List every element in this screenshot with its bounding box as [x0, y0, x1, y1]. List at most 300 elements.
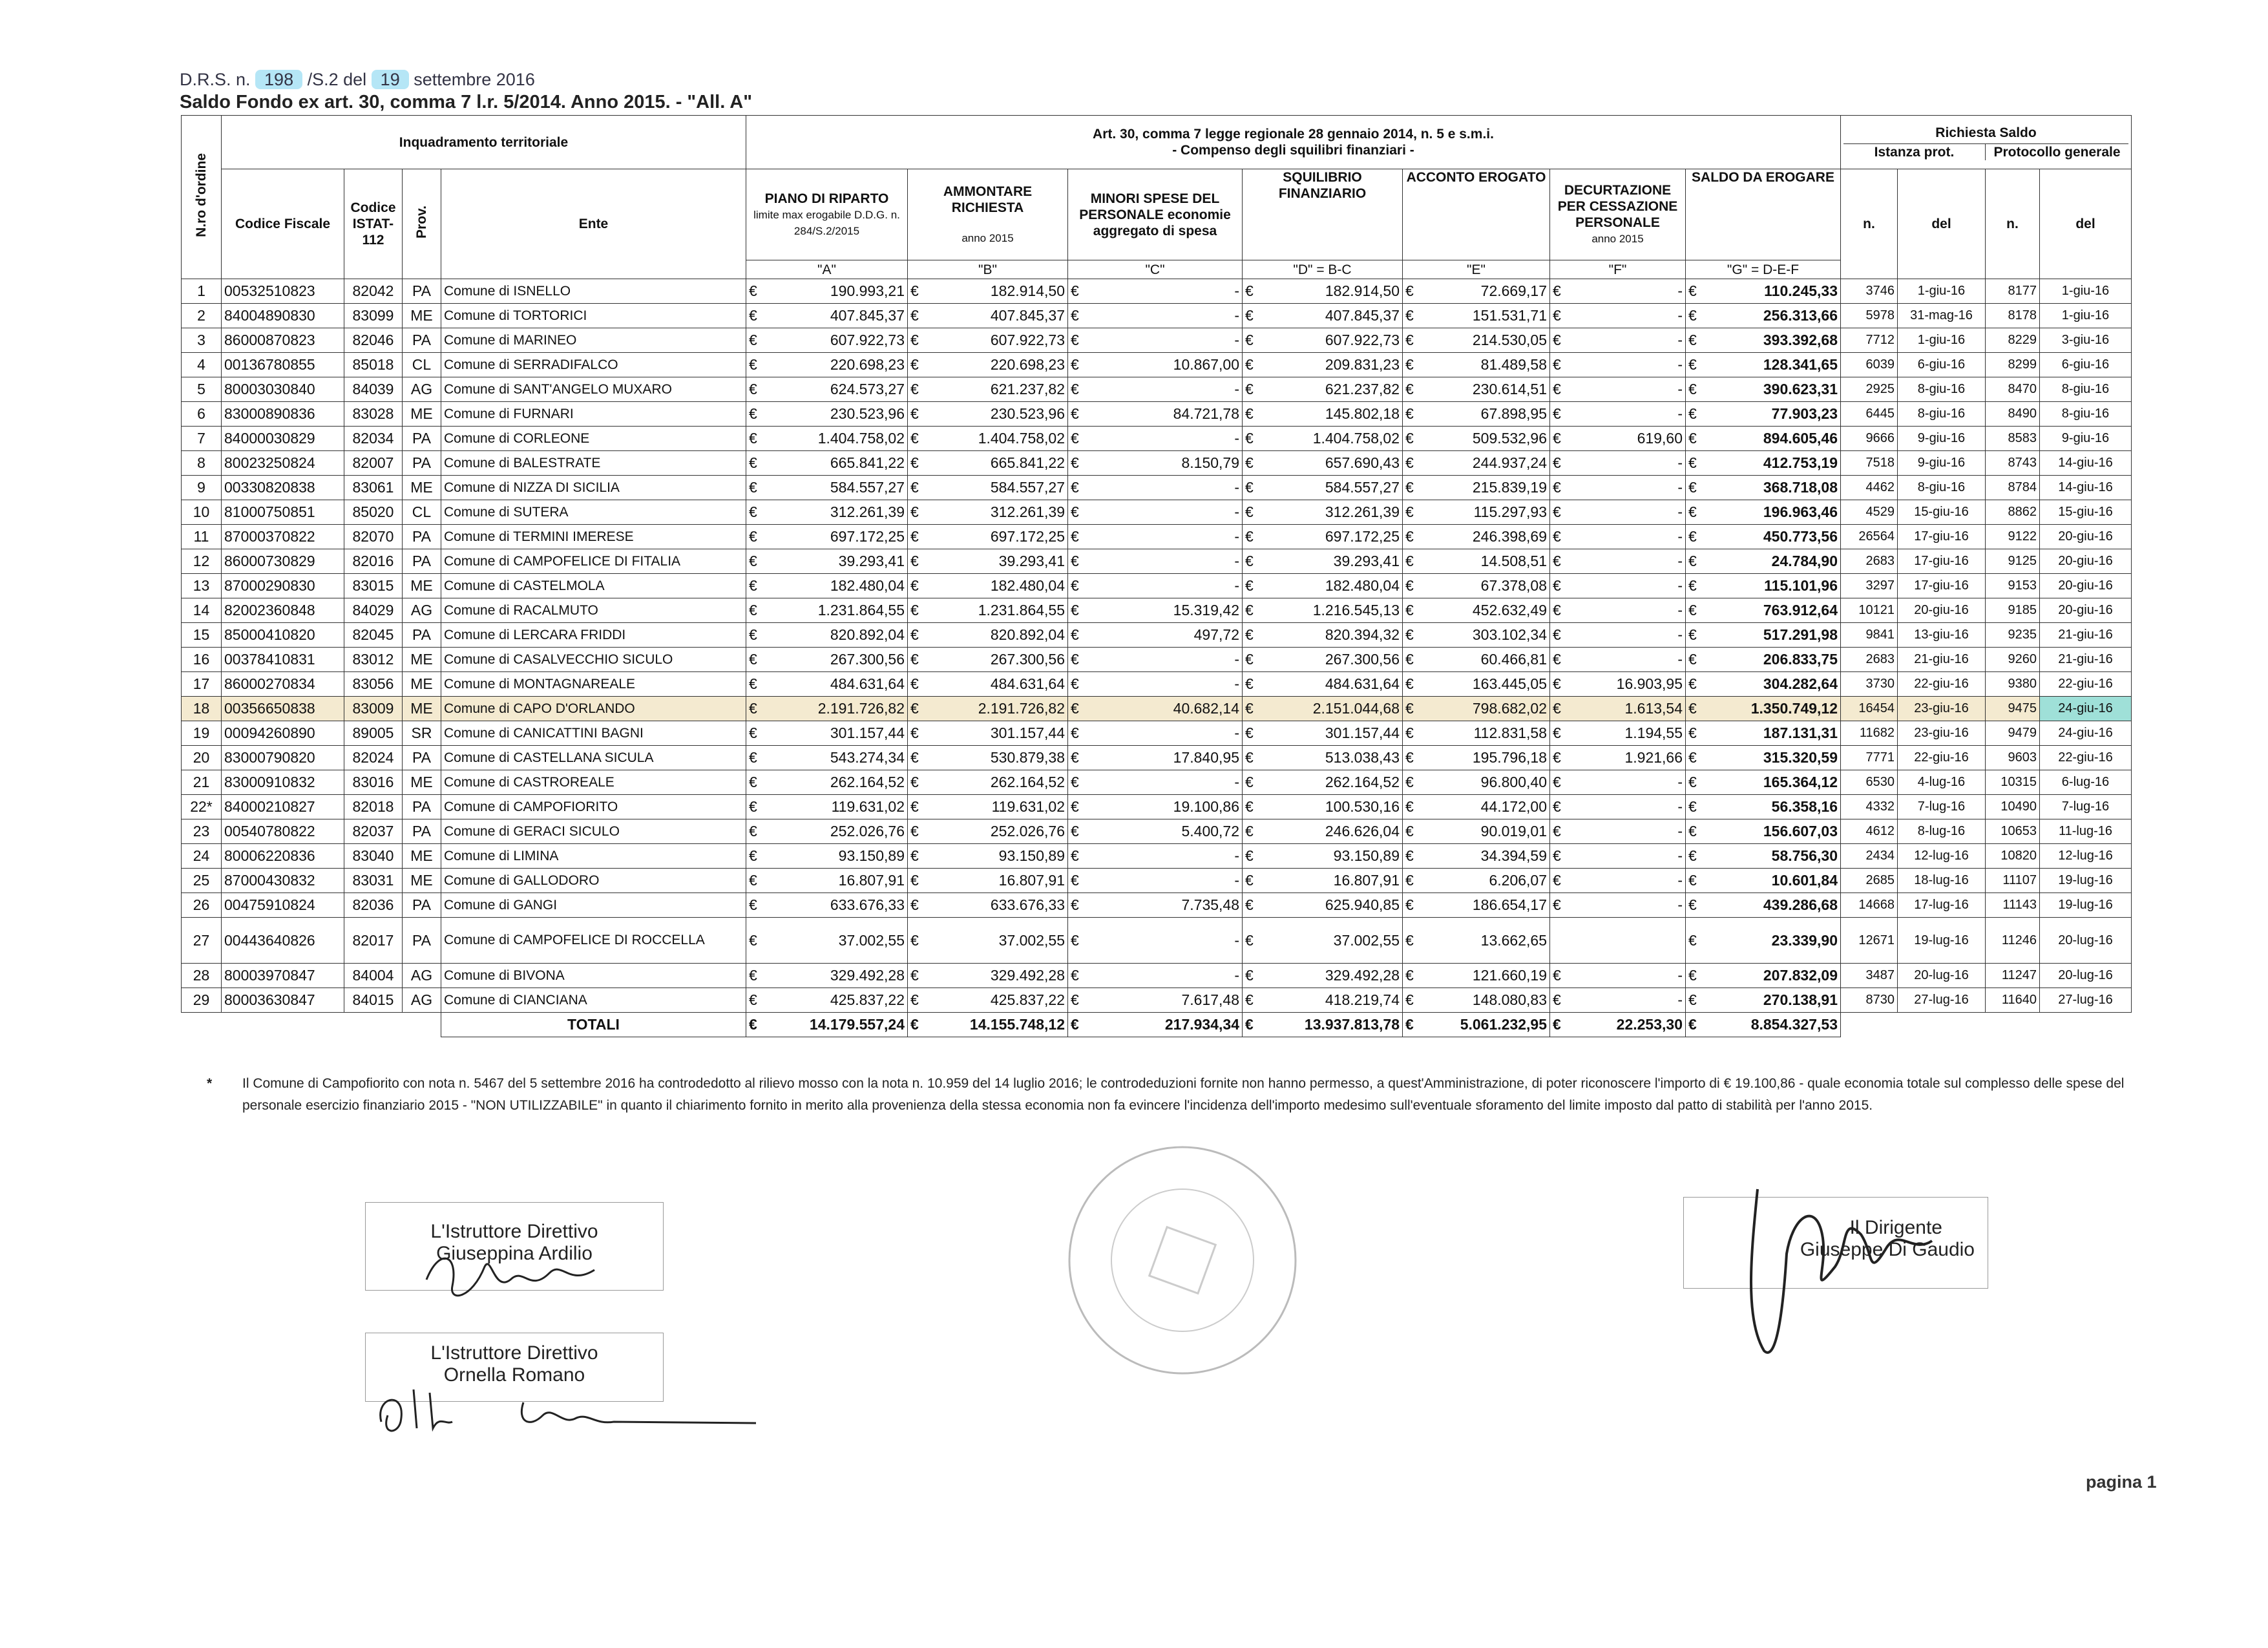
euro-symbol: € — [1405, 553, 1414, 569]
cell-order-number: 28 — [182, 964, 222, 988]
amount-value: 820.394,32 — [1325, 626, 1400, 643]
cell-ente: Comune di CASTELMOLA — [441, 574, 746, 598]
cell-protocollo-n: 8470 — [1986, 377, 2040, 402]
amount-value: 40.682,14 — [1173, 700, 1239, 717]
amount-value: - — [1677, 602, 1683, 618]
amount-value: 220.698,23 — [990, 356, 1065, 373]
euro-symbol: € — [1553, 405, 1561, 422]
cell-amount-g — [1686, 770, 1841, 795]
amount-value: 7.735,48 — [1181, 896, 1239, 913]
cell-istat: 83061 — [344, 476, 403, 500]
cell-istat: 82034 — [344, 427, 403, 451]
euro-symbol: € — [1405, 282, 1414, 299]
euro-symbol: € — [1688, 823, 1697, 840]
euro-symbol: € — [910, 1016, 919, 1033]
cell-istanza-n: 3297 — [1841, 574, 1898, 598]
table-row — [182, 500, 2132, 525]
cell-amount-g — [1686, 500, 1841, 525]
euro-symbol: € — [1405, 626, 1414, 643]
amount-value: 16.807,91 — [838, 872, 905, 889]
euro-symbol: € — [1071, 774, 1079, 790]
cell-amount-c — [1068, 279, 1243, 304]
euro-symbol: € — [1688, 1016, 1697, 1033]
cell-istat: 84039 — [344, 377, 403, 402]
cell-amount-c — [1068, 574, 1243, 598]
cell-istanza-n: 2925 — [1841, 377, 1898, 402]
amount-value: 820.892,04 — [990, 626, 1065, 643]
cell-amount-d — [1243, 427, 1403, 451]
cell-ente: Comune di CAMPOFELICE DI ROCCELLA — [441, 918, 746, 964]
cell-amount-g — [1686, 451, 1841, 476]
euro-symbol: € — [1688, 675, 1697, 692]
cell-order-number: 20 — [182, 746, 222, 770]
cell-istanza-n: 9841 — [1841, 623, 1898, 648]
cell-amount-f — [1550, 988, 1686, 1013]
cell-amount-c — [1068, 893, 1243, 918]
cell-protocollo-del: 19-lug-16 — [2040, 893, 2132, 918]
amount-value: 2.191.726,82 — [817, 700, 905, 717]
cell-order-number: 5 — [182, 377, 222, 402]
euro-symbol: € — [1688, 626, 1697, 643]
total-e — [1403, 1013, 1550, 1037]
cell-fiscal-code: 00475910824 — [222, 893, 344, 918]
euro-symbol: € — [1245, 991, 1254, 1008]
header-col-c: MINORI SPESE DEL PERSONALE economie aggregato di spesa — [1068, 169, 1243, 260]
euro-symbol: € — [910, 651, 919, 668]
cell-order-number: 7 — [182, 427, 222, 451]
cell-ente: Comune di CAMPOFIORITO — [441, 795, 746, 819]
cell-protocollo-n: 8229 — [1986, 328, 2040, 353]
cell-ente: Comune di CAMPOFELICE DI FITALIA — [441, 549, 746, 574]
cell-istanza-del: 13-giu-16 — [1898, 623, 1986, 648]
cell-amount-g — [1686, 377, 1841, 402]
cell-order-number: 16 — [182, 648, 222, 672]
header-protocollo-del: del — [2040, 169, 2132, 279]
cell-province: PA — [403, 328, 441, 353]
amount-value: 1.404.758,02 — [1312, 430, 1400, 447]
euro-symbol: € — [1688, 307, 1697, 324]
cell-province: PA — [403, 819, 441, 844]
cell-order-number: 18 — [182, 697, 222, 721]
header-istanza-del: del — [1898, 169, 1986, 279]
cell-istat: 82018 — [344, 795, 403, 819]
cell-protocollo-n: 11107 — [1986, 869, 2040, 893]
cell-ente: Comune di CASTROREALE — [441, 770, 746, 795]
cell-istanza-del: 21-giu-16 — [1898, 648, 1986, 672]
euro-symbol: € — [1245, 651, 1254, 668]
cell-istanza-n: 14668 — [1841, 893, 1898, 918]
cell-amount-d — [1243, 672, 1403, 697]
euro-symbol: € — [1688, 577, 1697, 594]
cell-istanza-n: 7518 — [1841, 451, 1898, 476]
euro-symbol: € — [1071, 356, 1079, 373]
euro-symbol: € — [1245, 931, 1254, 949]
euro-symbol: € — [749, 405, 757, 422]
decree-number: 198 — [264, 70, 294, 89]
total-value: 13.937.813,78 — [1304, 1016, 1400, 1033]
cell-protocollo-n: 9153 — [1986, 574, 2040, 598]
amount-value: 407.845,37 — [990, 307, 1065, 324]
cell-istanza-n: 4612 — [1841, 819, 1898, 844]
euro-symbol: € — [1071, 381, 1079, 397]
euro-symbol: € — [1071, 479, 1079, 496]
cell-istanza-del: 20-lug-16 — [1898, 964, 1986, 988]
cell-amount-b — [908, 672, 1068, 697]
amount-value: 2.151.044,68 — [1312, 700, 1400, 717]
cell-amount-f — [1550, 893, 1686, 918]
cell-amount-f — [1550, 964, 1686, 988]
cell-order-number: 1 — [182, 279, 222, 304]
cell-amount-a — [746, 672, 908, 697]
cell-istat: 85018 — [344, 353, 403, 377]
euro-symbol: € — [1688, 847, 1697, 864]
cell-ente: Comune di TERMINI IMERESE — [441, 525, 746, 549]
euro-symbol: € — [1405, 577, 1414, 594]
cell-amount-e — [1403, 721, 1550, 746]
euro-symbol: € — [1688, 332, 1697, 348]
cell-amount-a — [746, 988, 908, 1013]
cell-amount-d — [1243, 918, 1403, 964]
euro-symbol: € — [749, 307, 757, 324]
cell-istanza-del: 8-giu-16 — [1898, 377, 1986, 402]
amount-value: 182.914,50 — [990, 282, 1065, 299]
cell-ente: Comune di SERRADIFALCO — [441, 353, 746, 377]
cell-fiscal-code: 80003970847 — [222, 964, 344, 988]
amount-value: 763.912,64 — [1763, 602, 1838, 618]
cell-amount-g — [1686, 964, 1841, 988]
amount-value: 1.921,66 — [1624, 749, 1683, 766]
table-row — [182, 869, 2132, 893]
cell-amount-e — [1403, 869, 1550, 893]
cell-amount-g — [1686, 328, 1841, 353]
euro-symbol: € — [749, 675, 757, 692]
cell-province: ME — [403, 672, 441, 697]
cell-istanza-del: 17-lug-16 — [1898, 893, 1986, 918]
cell-amount-e — [1403, 574, 1550, 598]
amount-value: - — [1677, 282, 1683, 299]
cell-amount-d — [1243, 525, 1403, 549]
cell-amount-e — [1403, 304, 1550, 328]
euro-symbol: € — [1071, 675, 1079, 692]
cell-amount-a — [746, 918, 908, 964]
cell-amount-c — [1068, 721, 1243, 746]
amount-value: 220.698,23 — [830, 356, 905, 373]
cell-amount-d — [1243, 598, 1403, 623]
cell-protocollo-del: 9-giu-16 — [2040, 427, 2132, 451]
cell-amount-e — [1403, 672, 1550, 697]
amount-value: 110.245,33 — [1764, 282, 1838, 299]
euro-symbol: € — [1553, 454, 1561, 471]
amount-value: 165.364,12 — [1763, 774, 1838, 790]
amount-value: 267.300,56 — [1325, 651, 1400, 668]
cell-fiscal-code: 00532510823 — [222, 279, 344, 304]
euro-symbol: € — [1688, 967, 1697, 984]
tag-a: "A" — [746, 260, 908, 279]
cell-istanza-del: 20-giu-16 — [1898, 598, 1986, 623]
cell-istat: 82017 — [344, 918, 403, 964]
euro-symbol: € — [910, 931, 919, 949]
amount-value: - — [1677, 503, 1683, 520]
cell-amount-a — [746, 279, 908, 304]
amount-value: 2.191.726,82 — [978, 700, 1065, 717]
table-row — [182, 672, 2132, 697]
cell-amount-b — [908, 721, 1068, 746]
cell-order-number: 14 — [182, 598, 222, 623]
cell-protocollo-del: 14-giu-16 — [2040, 451, 2132, 476]
footnote-text: Il Comune di Campofiorito con nota n. 5467 del 5 settembre 2016 ha controdedotto al rilievo mosso con la nota n. 10.959 del 14 luglio 2016; le controdeduzioni fornite non hanno permesso, a quest'Amministrazione, di poter riconoscere l'importo di € 19.100,86 - quale economia totale sul complesso delle spese del personale esercizio finanziario 2015 - "NON UTILIZZABILE" in quanto il chiarimento fornito in merito alla provenienza della stessa economia non fa evincere l'incidenza dell'importo medesimo sull'eventuale sforamento del limite imposto dal patto di stabilità per l'anno 2015. — [242, 1076, 2125, 1113]
amount-value: 619,60 — [1637, 430, 1683, 447]
cell-amount-a — [746, 574, 908, 598]
euro-symbol: € — [910, 675, 919, 692]
euro-symbol: € — [1553, 991, 1561, 1008]
amount-value: 119.631,02 — [991, 798, 1065, 815]
euro-symbol: € — [1688, 553, 1697, 569]
amount-value: 148.080,83 — [1472, 991, 1547, 1008]
table-row — [182, 918, 2132, 964]
cell-istanza-n: 6530 — [1841, 770, 1898, 795]
cell-amount-f — [1550, 770, 1686, 795]
cell-protocollo-del: 20-giu-16 — [2040, 598, 2132, 623]
amount-value: 665.841,22 — [990, 454, 1065, 471]
euro-symbol: € — [1405, 896, 1414, 913]
cell-amount-f — [1550, 721, 1686, 746]
amount-value: 301.157,44 — [1325, 724, 1400, 741]
cell-istanza-n: 2683 — [1841, 648, 1898, 672]
total-c — [1068, 1013, 1243, 1037]
cell-amount-b — [908, 598, 1068, 623]
amount-value: 1.231.864,55 — [817, 602, 905, 618]
amount-value: 39.293,41 — [998, 553, 1065, 569]
cell-fiscal-code: 80003630847 — [222, 988, 344, 1013]
amount-value: 246.626,04 — [1325, 823, 1400, 840]
cell-amount-d — [1243, 988, 1403, 1013]
euro-symbol: € — [1071, 749, 1079, 766]
cell-amount-e — [1403, 328, 1550, 353]
cell-amount-c — [1068, 672, 1243, 697]
cell-istat: 89005 — [344, 721, 403, 746]
cell-amount-d — [1243, 964, 1403, 988]
cell-order-number: 9 — [182, 476, 222, 500]
cell-protocollo-n: 8743 — [1986, 451, 2040, 476]
euro-symbol: € — [1245, 724, 1254, 741]
cell-ente: Comune di CANICATTINI BAGNI — [441, 721, 746, 746]
amount-value: 128.341,65 — [1763, 356, 1838, 373]
euro-symbol: € — [1245, 823, 1254, 840]
amount-value: 497,72 — [1193, 626, 1239, 643]
table-row — [182, 721, 2132, 746]
header-protocollo-n: n. — [1986, 169, 2040, 279]
euro-symbol: € — [1405, 847, 1414, 864]
cell-amount-b — [908, 574, 1068, 598]
euro-symbol: € — [910, 896, 919, 913]
amount-value: 206.833,75 — [1763, 651, 1838, 668]
cell-amount-c — [1068, 402, 1243, 427]
amount-value: 607.922,73 — [990, 332, 1065, 348]
amount-value: 657.690,43 — [1325, 454, 1400, 471]
euro-symbol: € — [910, 724, 919, 741]
euro-symbol: € — [910, 430, 919, 447]
euro-symbol: € — [1688, 749, 1697, 766]
amount-value: - — [1234, 847, 1239, 864]
cell-ente: Comune di SANT'ANGELO MUXARO — [441, 377, 746, 402]
euro-symbol: € — [749, 774, 757, 790]
amount-value: - — [1677, 651, 1683, 668]
cell-ente: Comune di GALLODORO — [441, 869, 746, 893]
header-order-number: N.ro d'ordine — [182, 116, 222, 279]
cell-amount-f — [1550, 746, 1686, 770]
cell-ente: Comune di ISNELLO — [441, 279, 746, 304]
euro-symbol: € — [910, 798, 919, 815]
euro-symbol: € — [910, 991, 919, 1008]
cell-istanza-n: 7712 — [1841, 328, 1898, 353]
amount-value: 425.837,22 — [830, 991, 905, 1008]
cell-protocollo-n: 9185 — [1986, 598, 2040, 623]
cell-istanza-n: 3487 — [1841, 964, 1898, 988]
cell-amount-b — [908, 451, 1068, 476]
amount-value: - — [1234, 967, 1239, 984]
euro-symbol: € — [910, 847, 919, 864]
cell-istat: 82007 — [344, 451, 403, 476]
cell-amount-a — [746, 451, 908, 476]
euro-symbol: € — [1688, 931, 1697, 949]
cell-amount-c — [1068, 525, 1243, 549]
cell-amount-b — [908, 844, 1068, 869]
euro-symbol: € — [1071, 847, 1079, 864]
cell-amount-e — [1403, 427, 1550, 451]
euro-symbol: € — [749, 896, 757, 913]
cell-amount-c — [1068, 988, 1243, 1013]
cell-protocollo-del: 20-lug-16 — [2040, 964, 2132, 988]
cell-amount-f — [1550, 304, 1686, 328]
amount-value: 44.172,00 — [1480, 798, 1547, 815]
cell-amount-f — [1550, 279, 1686, 304]
amount-value: - — [1677, 577, 1683, 594]
cell-istanza-n: 2434 — [1841, 844, 1898, 869]
cell-amount-b — [908, 476, 1068, 500]
cell-amount-g — [1686, 746, 1841, 770]
euro-symbol: € — [1553, 724, 1561, 741]
euro-symbol: € — [1688, 872, 1697, 889]
cell-ente: Comune di MARINEO — [441, 328, 746, 353]
euro-symbol: € — [1071, 577, 1079, 594]
amount-value: 14.508,51 — [1480, 553, 1547, 569]
cell-amount-d — [1243, 328, 1403, 353]
cell-protocollo-del: 24-giu-16 — [2040, 697, 2132, 721]
cell-province: ME — [403, 844, 441, 869]
cell-istanza-n: 3746 — [1841, 279, 1898, 304]
euro-symbol: € — [1553, 774, 1561, 790]
euro-symbol: € — [1553, 823, 1561, 840]
amount-value: 301.157,44 — [990, 724, 1065, 741]
cell-istat: 84029 — [344, 598, 403, 623]
amount-value: 312.261,39 — [1325, 503, 1400, 520]
cell-amount-f — [1550, 795, 1686, 819]
amount-value: - — [1677, 479, 1683, 496]
euro-symbol: € — [749, 602, 757, 618]
amount-value: - — [1677, 381, 1683, 397]
cell-protocollo-del: 6-giu-16 — [2040, 353, 2132, 377]
cell-province: AG — [403, 964, 441, 988]
euro-symbol: € — [1688, 700, 1697, 717]
cell-protocollo-del: 27-lug-16 — [2040, 988, 2132, 1013]
cell-amount-b — [908, 918, 1068, 964]
cell-province: AG — [403, 377, 441, 402]
cell-amount-g — [1686, 918, 1841, 964]
allocation-table-wrapper — [181, 115, 2132, 1037]
cell-istanza-n: 16454 — [1841, 697, 1898, 721]
amount-value: - — [1234, 430, 1239, 447]
header-col-g: SALDO DA EROGARE — [1686, 169, 1841, 260]
cell-amount-f — [1550, 427, 1686, 451]
table-row — [182, 770, 2132, 795]
cell-istanza-del: 23-giu-16 — [1898, 697, 1986, 721]
cell-protocollo-del: 12-lug-16 — [2040, 844, 2132, 869]
totals-row — [182, 1013, 2132, 1037]
amount-value: 190.993,21 — [830, 282, 905, 299]
cell-istat: 82046 — [344, 328, 403, 353]
cell-istanza-del: 4-lug-16 — [1898, 770, 1986, 795]
cell-protocollo-del: 14-giu-16 — [2040, 476, 2132, 500]
cell-amount-d — [1243, 476, 1403, 500]
amount-value: 96.800,40 — [1480, 774, 1547, 790]
euro-symbol: € — [749, 503, 757, 520]
cell-istanza-n: 12671 — [1841, 918, 1898, 964]
amount-value: 1.613,54 — [1624, 700, 1683, 717]
euro-symbol: € — [1245, 430, 1254, 447]
cell-protocollo-del: 8-giu-16 — [2040, 402, 2132, 427]
cell-amount-c — [1068, 648, 1243, 672]
amount-value: 633.676,33 — [830, 896, 905, 913]
cell-order-number: 22* — [182, 795, 222, 819]
cell-fiscal-code: 00136780855 — [222, 353, 344, 377]
decree-reference: D.R.S. n. 198 /S.2 del 19 settembre 2016 — [180, 70, 535, 89]
header-col-e: ACCONTO EROGATO — [1403, 169, 1550, 260]
euro-symbol: € — [1071, 991, 1079, 1008]
amount-value: - — [1234, 872, 1239, 889]
euro-symbol: € — [1688, 356, 1697, 373]
amount-value: 24.784,90 — [1771, 553, 1838, 569]
euro-symbol: € — [1405, 454, 1414, 471]
amount-value: 93.150,89 — [1333, 847, 1400, 864]
cell-istanza-del: 8-lug-16 — [1898, 819, 1986, 844]
cell-order-number: 4 — [182, 353, 222, 377]
cell-amount-f — [1550, 402, 1686, 427]
euro-symbol: € — [1071, 931, 1079, 949]
cell-protocollo-n: 9475 — [1986, 697, 2040, 721]
euro-symbol: € — [1553, 798, 1561, 815]
euro-symbol: € — [1245, 626, 1254, 643]
cell-istanza-n: 8730 — [1841, 988, 1898, 1013]
table-row — [182, 964, 2132, 988]
amount-value: - — [1677, 967, 1683, 984]
cell-istanza-n: 5978 — [1841, 304, 1898, 328]
amount-value: 625.940,85 — [1325, 896, 1400, 913]
cell-amount-b — [908, 623, 1068, 648]
cell-protocollo-n: 9235 — [1986, 623, 2040, 648]
table-row — [182, 525, 2132, 549]
euro-symbol: € — [910, 381, 919, 397]
cell-istanza-del: 17-giu-16 — [1898, 549, 1986, 574]
cell-protocollo-del: 20-lug-16 — [2040, 918, 2132, 964]
euro-symbol: € — [910, 823, 919, 840]
cell-fiscal-code: 00540780822 — [222, 819, 344, 844]
euro-symbol: € — [1405, 823, 1414, 840]
euro-symbol: € — [1071, 1016, 1079, 1033]
amount-value: 100.530,16 — [1325, 798, 1400, 815]
cell-amount-g — [1686, 623, 1841, 648]
cell-protocollo-del: 20-giu-16 — [2040, 574, 2132, 598]
cell-ente: Comune di NIZZA DI SICILIA — [441, 476, 746, 500]
